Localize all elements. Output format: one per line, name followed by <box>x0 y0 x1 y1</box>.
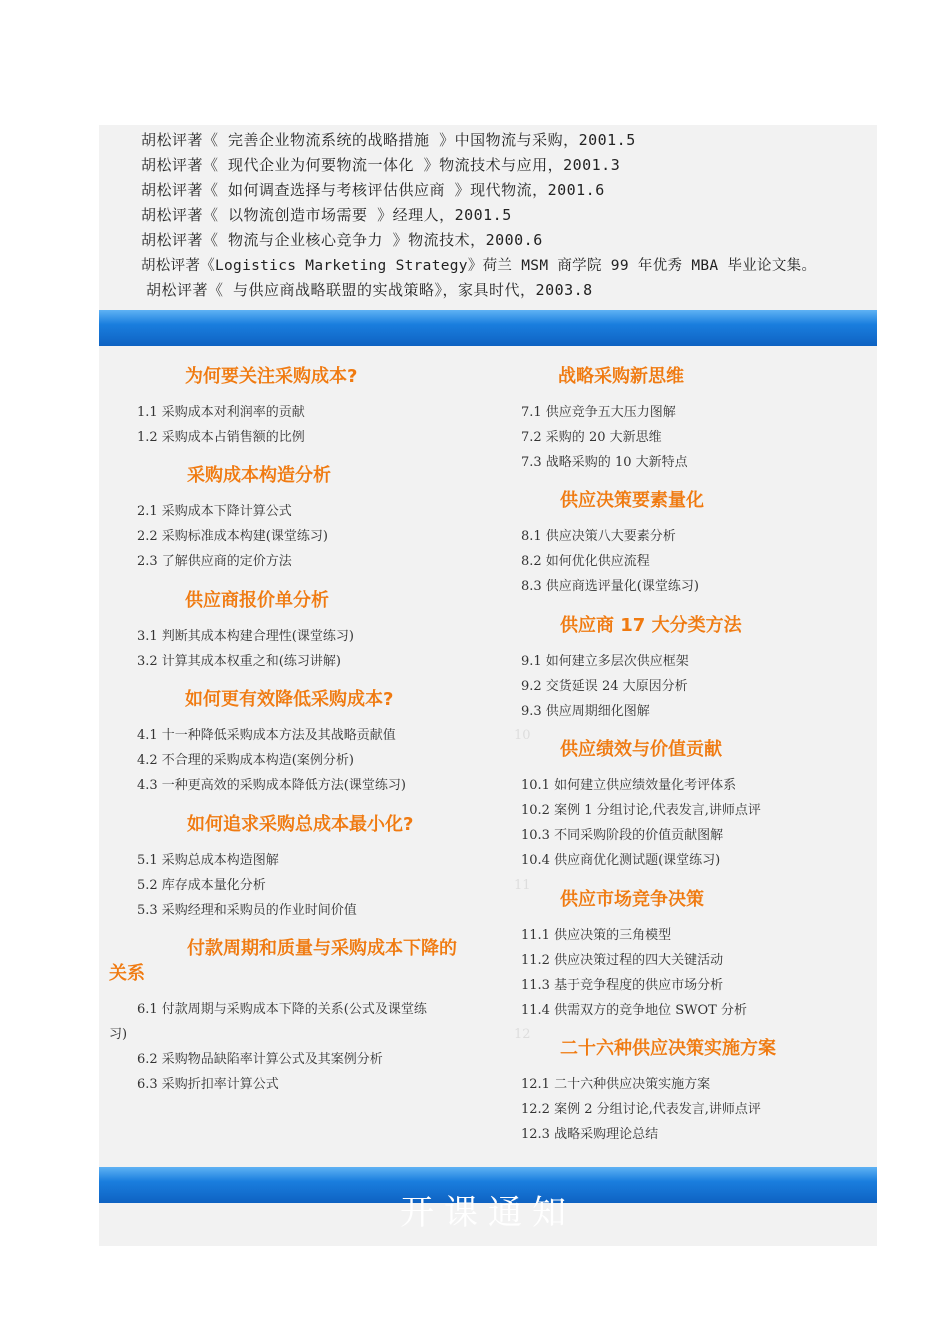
outline-item: 1.1 采购成本对利润率的贡献 <box>137 405 305 420</box>
section-number: 12 <box>514 1027 531 1042</box>
section-number: 11 <box>514 878 531 893</box>
section-title: 如何更有效降低采购成本? <box>185 689 394 710</box>
outline-item: 12.2 案例 2 分组讨论,代表发言,讲师点评 <box>521 1102 761 1117</box>
outline-item: 11.2 供应决策过程的四大关键活动 <box>521 953 724 968</box>
section-title: 二十六种供应决策实施方案 <box>560 1038 776 1059</box>
outline-item: 7.1 供应竞争五大压力图解 <box>521 405 676 420</box>
outline-item: 9.2 交货延误 24 大原因分析 <box>521 679 688 694</box>
outline-item: 5.3 采购经理和采购员的作业时间价值 <box>137 903 357 918</box>
outline-item: 3.1 判断其成本构建合理性(课堂练习) <box>137 629 354 644</box>
outline-item: 5.1 采购总成本构造图解 <box>137 853 279 868</box>
outline-item: 2.2 采购标准成本构建(课堂练习) <box>137 529 328 544</box>
section-number: 10 <box>514 728 531 743</box>
section-title: 供应商报价单分析 <box>185 590 329 611</box>
outline-item-continued: 习) <box>109 1027 128 1042</box>
outline-item: 7.3 战略采购的 10 大新特点 <box>521 455 688 470</box>
section-title: 供应市场竞争决策 <box>560 889 704 910</box>
outline-item: 6.2 采购物品缺陷率计算公式及其案例分析 <box>137 1052 383 1067</box>
outline-item: 12.1 二十六种供应决策实施方案 <box>521 1077 711 1092</box>
publication-item: 胡松评著《Logistics Marketing Strategy》荷兰 MSM 商学院 99 年优秀 MBA 毕业论文集。 <box>141 258 817 274</box>
outline-item: 4.3 一种更高效的采购成本降低方法(课堂练习) <box>137 778 406 793</box>
outline-item: 8.1 供应决策八大要素分析 <box>521 529 676 544</box>
outline-item: 8.3 供应商选评量化(课堂练习) <box>521 579 699 594</box>
outline-item: 11.4 供需双方的竞争地位 SWOT 分析 <box>521 1003 747 1018</box>
section-title: 供应绩效与价值贡献 <box>560 739 722 760</box>
publication-item: 胡松评著《 物流与企业核心竞争力 》物流技术，2000.6 <box>141 231 543 249</box>
outline-item: 3.2 计算其成本权重之和(练习讲解) <box>137 654 341 669</box>
outline-item: 12.3 战略采购理论总结 <box>521 1127 659 1142</box>
outline-item: 4.2 不合理的采购成本构造(案例分析) <box>137 753 354 768</box>
publication-item: 胡松评著《 现代企业为何要物流一体化 》物流技术与应用，2001.3 <box>141 156 621 174</box>
outline-item: 6.1 付款周期与采购成本下降的关系(公式及课堂练 <box>137 1002 427 1017</box>
outline-item: 2.1 采购成本下降计算公式 <box>137 504 292 519</box>
publication-item: 胡松评著《 如何调查选择与考核评估供应商 》现代物流，2001.6 <box>141 181 605 199</box>
outline-item: 5.2 库存成本量化分析 <box>137 878 266 893</box>
notice-title: 开课通知 <box>400 1193 576 1233</box>
publication-item: 胡松评著《 与供应商战略联盟的实战策略》，家具时代，2003.8 <box>146 281 593 299</box>
outline-item: 9.3 供应周期细化图解 <box>521 704 650 719</box>
outline-item: 8.2 如何优化供应流程 <box>521 554 650 569</box>
outline-item: 1.2 采购成本占销售额的比例 <box>137 430 305 445</box>
outline-item: 7.2 采购的 20 大新思维 <box>521 430 662 445</box>
outline-item: 10.3 不同采购阶段的价值贡献图解 <box>521 828 724 843</box>
section-title: 如何追求采购总成本最小化? <box>187 814 414 835</box>
section-divider-bar <box>99 310 877 346</box>
outline-item: 9.1 如何建立多层次供应框架 <box>521 654 689 669</box>
outline-item: 10.1 如何建立供应绩效量化考评体系 <box>521 778 737 793</box>
outline-item: 6.3 采购折扣率计算公式 <box>137 1077 279 1092</box>
outline-item: 11.3 基于竞争程度的供应市场分析 <box>521 978 724 993</box>
section-title: 采购成本构造分析 <box>187 465 331 486</box>
outline-item: 10.2 案例 1 分组讨论,代表发言,讲师点评 <box>521 803 761 818</box>
publications-panel <box>99 125 877 310</box>
section-title: 战略采购新思维 <box>558 366 684 387</box>
outline-item: 2.3 了解供应商的定价方法 <box>137 554 292 569</box>
section-title: 为何要关注采购成本? <box>185 366 358 387</box>
publication-item: 胡松评著《 以物流创造市场需要 》经理人，2001.5 <box>141 206 512 224</box>
outline-item: 4.1 十一种降低采购成本方法及其战略贡献值 <box>137 728 396 743</box>
publication-item: 胡松评著《 完善企业物流系统的战略措施 》中国物流与采购，2001.5 <box>141 131 636 149</box>
section-title: 供应决策要素量化 <box>560 490 704 511</box>
outline-item: 10.4 供应商优化测试题(课堂练习) <box>521 853 721 868</box>
outline-item: 11.1 供应决策的三角模型 <box>521 928 672 943</box>
section-title: 付款周期和质量与采购成本下降的 <box>187 938 457 959</box>
section-title: 供应商 17 大分类方法 <box>560 615 742 636</box>
section-title-continued: 关系 <box>109 963 145 984</box>
